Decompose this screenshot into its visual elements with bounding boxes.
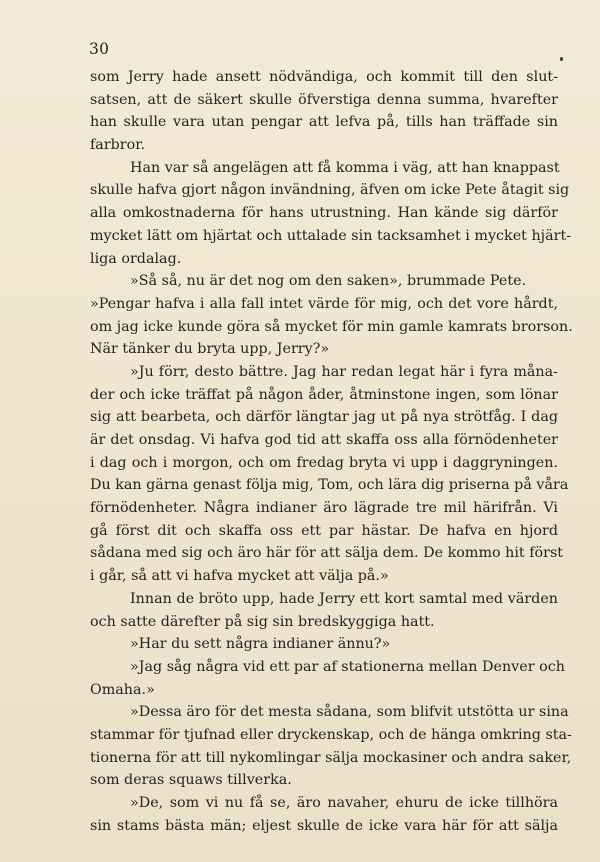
text-line: satsen, att de säkert skulle öfverstiga denna summa, hvarefter <box>90 91 558 108</box>
text-line: i går, så att vi hafva mycket att välja på.» <box>90 568 389 585</box>
text-line: »Dessa äro för det mesta sådana, som blifvit utstötta ur sina <box>130 704 569 721</box>
text-line: »Ju förr, desto bättre. Jag har redan legat här i fyra måna- <box>130 363 558 380</box>
text-line: stammar för tjufnad eller dryckenskap, och de hänga omkring sta- <box>90 726 572 743</box>
text-line: »Pengar hafva i alla fall intet värde för mig, och det vore hårdt, <box>90 295 558 312</box>
text-line: alla omkostnaderna för hans utrustning. Han kände sig därför <box>90 205 558 222</box>
text-line: tionerna för att till nykomlingar sälja mockasiner och andra saker, <box>90 749 572 766</box>
text-line: der och icke träffat på någon åder, åtminstone ingen, som lönar <box>90 386 558 403</box>
text-line: Omaha.» <box>90 681 155 698</box>
text-line: Han var så angelägen att få komma i väg, att han knappast <box>130 159 560 176</box>
text-line: Du kan gärna genast följa mig, Tom, och lära dig priserna på våra <box>90 477 569 494</box>
text-line: sig att bearbeta, och därför längtar jag ut på nya strötfåg. I dag <box>90 409 558 426</box>
text-line: sådana med sig och äro här för att sälja dem. De kommo hit först <box>90 545 564 562</box>
text-line: »Jag såg några vid ett par af stationerna mellan Denver och <box>130 658 565 675</box>
text-line: i dag och i morgon, och om fredag bryta vi upp i daggryningen. <box>90 454 558 471</box>
text-line: farbror. <box>90 137 146 154</box>
text-line: När tänker du bryta upp, Jerry?» <box>90 341 330 358</box>
text-line: skulle hafva gjort någon invändning, äfven om icke Pete åtagit sig <box>90 182 570 199</box>
text-line: om jag icke kunde göra så mycket för min gamle kamrats brorson. <box>90 318 573 335</box>
text-line: förnödenheter. Några indianer äro lägrade tre mil härifrån. Vi <box>90 500 558 517</box>
body-text <box>90 66 573 837</box>
text-line: och satte därefter på sig sin bredskyggiga hatt. <box>90 613 435 630</box>
text-line: »De, som vi nu få se, äro navaher, ehuru de icke tillhöra <box>130 795 558 811</box>
text-line: är det onsdag. Vi hafva god tid att skaffa oss alla förnödenheter <box>90 432 558 448</box>
text-line: sin stams bästa män; eljest skulle de icke vara här för att sälja <box>90 817 558 834</box>
text-line: gå först dit och skaffa oss ett par hästar. De hafva en hjord <box>90 522 558 539</box>
page-number: 30 <box>89 40 110 58</box>
text-line: liga ordalag. <box>90 250 182 267</box>
text-line: som deras squaws tillverka. <box>90 772 292 789</box>
text-line: »Så så, nu är det nog om den saken», brummade Pete. <box>130 273 527 290</box>
text-line: mycket lätt om hjärtat och uttalade sin tacksamhet i mycket hjärt- <box>90 227 572 244</box>
ink-speck <box>560 57 563 61</box>
text-line: Innan de bröto upp, hade Jerry ett kort samtal med värden <box>130 590 558 607</box>
text-line: »Har du sett några indianer ännu?» <box>130 636 391 653</box>
text-line: som Jerry hade ansett nödvändiga, och kommit till den slut- <box>90 69 558 85</box>
text-line: han skulle vara utan pengar att lefva på, tills han träffade sin <box>90 114 558 131</box>
